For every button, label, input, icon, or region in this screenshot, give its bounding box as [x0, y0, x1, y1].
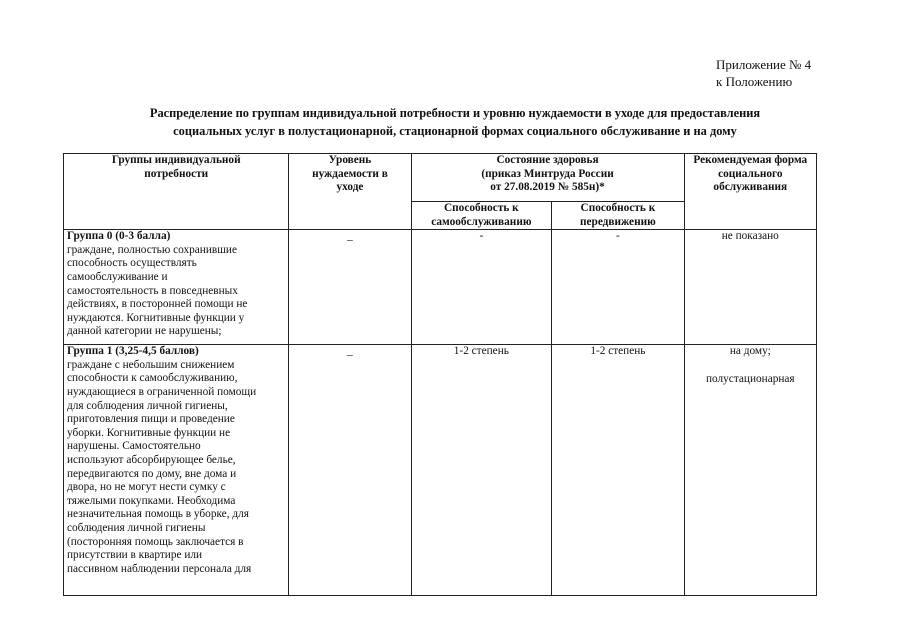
- group-title: Группа 1 (3,25-4,5 баллов): [67, 345, 199, 358]
- table-header-row: [64, 154, 817, 202]
- service-form-cell: [684, 230, 816, 345]
- service-form-cell: [684, 345, 816, 596]
- group-cell: [64, 345, 289, 596]
- header-movement: Способность к передвижению: [552, 202, 684, 230]
- document-title-line-2: социальных услуг в полустационарной, стационарной формах социального обслуживание и на дому: [173, 124, 737, 138]
- group-cell: [64, 230, 289, 345]
- group-description: граждане, полностью сохранившие способность осуществлять самообслуживание и самостоятельность в повседневных действиях, в посторонней помощи не нуждаются. Когнитивные функции у данной категории не нарушены;: [67, 243, 248, 338]
- care-level-cell: _: [289, 230, 411, 345]
- needs-distribution-table: [63, 153, 817, 596]
- group-description: граждане с небольшим снижением способности к самообслуживанию, нуждающиеся в ограниченной помощи для соблюдения личной гигиены, приготовления пищи и проведение уборки. Когнитивные функции не нарушены. Самостоятельно используют абсорбирующее белье, передвигаются по дому, вне дома и двора, но не могут нести сумку с тяжелыми покупками. Необходима незначительная помощь в уборке, для соблюдения личной гигиены (посторонняя помощь заключается в присутствии в квартире или пассивном наблюдении персонала для: [67, 358, 257, 575]
- document-title: [40, 104, 870, 140]
- care-level-cell: _: [289, 345, 411, 596]
- self-care-cell: -: [411, 230, 552, 345]
- appendix-note: [716, 56, 811, 90]
- table-row: [64, 230, 817, 345]
- service-form-value: не показано: [721, 230, 779, 243]
- service-form-value-2: полустационарная: [705, 372, 795, 385]
- header-self-care: Способность к самообслуживанию: [411, 202, 552, 230]
- movement-cell: 1-2 степень: [552, 345, 684, 596]
- service-form-value: на дому;: [729, 345, 771, 358]
- group-cell-content: [67, 345, 285, 595]
- header-groups: Группы индивидуальной потребности: [64, 154, 289, 230]
- header-recommended-form: Рекомендуемая форма социального обслуживания: [684, 154, 816, 230]
- document-title-line-1: Распределение по группам индивидуальной потребности и уровню нуждаемости в уходе для предоставления: [149, 106, 761, 120]
- appendix-number: Приложение № 4: [716, 57, 812, 72]
- movement-cell: -: [552, 230, 684, 345]
- appendix-reference: к Положению: [716, 74, 793, 89]
- table-row: [64, 345, 817, 596]
- spacer: [688, 359, 813, 373]
- group-title: Группа 0 (0-3 балла): [67, 230, 171, 243]
- self-care-cell: 1-2 степень: [411, 345, 552, 596]
- header-health-state: Состояние здоровья (приказ Минтруда России от 27.08.2019 № 585н)*: [411, 154, 684, 202]
- header-care-level: Уровень нуждаемости в уходе: [289, 154, 411, 230]
